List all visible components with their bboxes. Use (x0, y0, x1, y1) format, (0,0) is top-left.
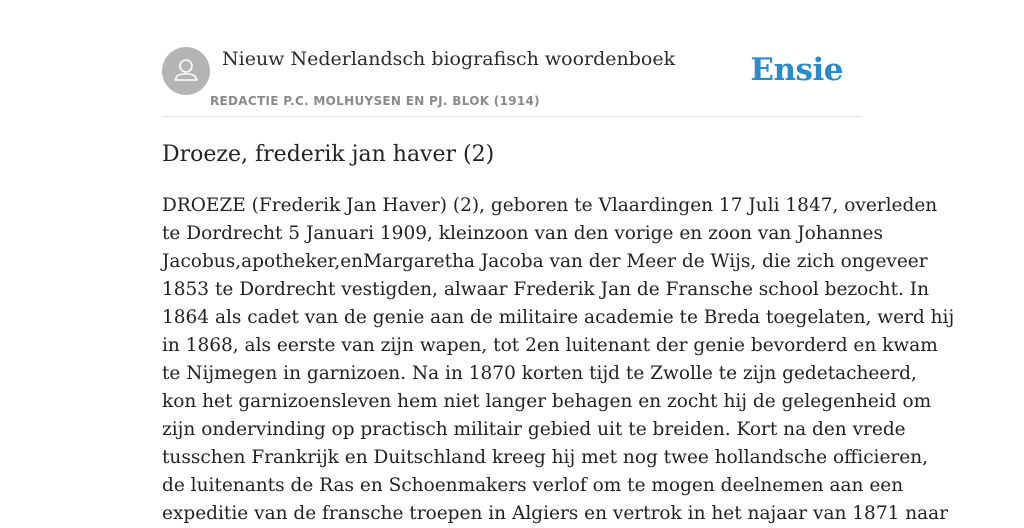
user-icon[interactable] (162, 47, 210, 95)
article-line: 1853 te Dordrecht vestigden, alwaar Frederik Jan de Fransche school bezocht. In (162, 279, 930, 300)
ensie-logo[interactable]: Ensie (750, 52, 843, 88)
article-line: kon het garnizoensleven hem niet langer behagen en zocht hij de gelegenheid om (162, 391, 932, 412)
article-line: de luitenants de Ras en Schoenmakers verlof om te mogen deelnemen aan een (162, 475, 904, 496)
article-line: te Dordrecht 5 Januari 1909, kleinzoon van den vorige en zoon van Johannes (162, 223, 883, 244)
article-line: expeditie van de fransche troepen in Algiers en vertrok in het najaar van 1871 naar (162, 503, 949, 524)
article-title: Droeze, frederik jan haver (2) (162, 142, 495, 167)
book-header (162, 47, 862, 117)
article-line: Jacobus,apotheker,enMargaretha Jacoba van der Meer de Wijs, die zich ongeveer (162, 251, 928, 272)
article-line: zijn ondervinding op practisch militair gebied uit te breiden. Kort na den vrede (162, 419, 906, 440)
article-line: te Nijmegen in garnizoen. Na in 1870 korten tijd te Zwolle te zijn gedetacheerd, (162, 363, 917, 384)
article-line: 1864 als cadet van de genie aan de militaire academie te Breda toegelaten, werd hij (162, 307, 955, 328)
article-line: tusschen Frankrijk en Duitschland kreeg hij met nog twee hollandsche officieren, (162, 447, 929, 468)
article-body (162, 192, 955, 528)
book-title[interactable]: Nieuw Nederlandsch biografisch woordenboek (222, 48, 676, 70)
article-line: DROEZE (Frederik Jan Haver) (2), geboren te Vlaardingen 17 Juli 1847, overleden (162, 195, 938, 216)
book-editors: REDACTIE P.C. MOLHUYSEN EN PJ. BLOK (1914) (210, 94, 540, 108)
article-line: in 1868, als eerste van zijn wapen, tot 2en luitenant der genie bevorderd en kwam (162, 335, 938, 356)
